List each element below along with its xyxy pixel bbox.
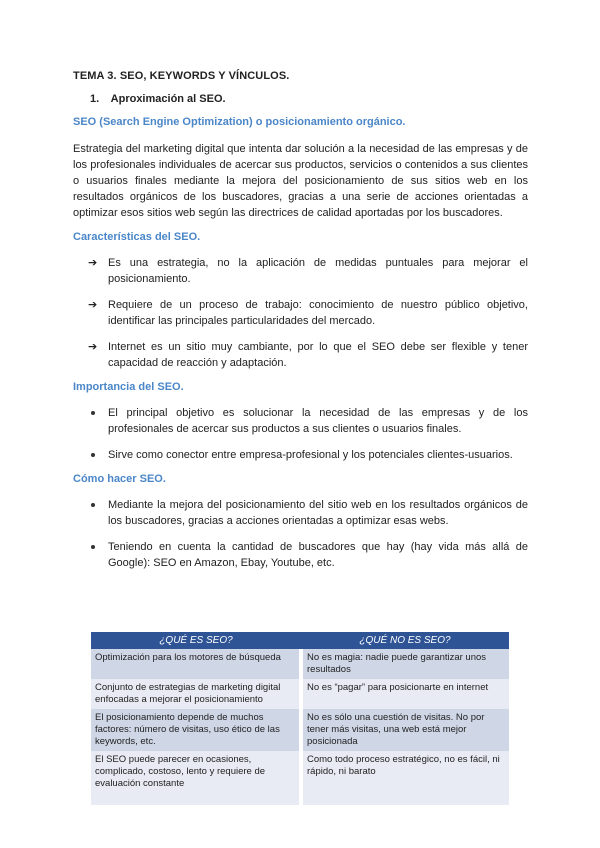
arrow-icon: ➔ — [88, 341, 98, 353]
table-cell: Conjunto de estrategias de marketing digital enfocadas a mejorar el posicionamiento — [91, 679, 301, 709]
bullet-icon — [91, 545, 95, 549]
bullet-icon — [91, 503, 95, 507]
table-cell: Como todo proceso estratégico, no es fácil, ni rápido, ni barato — [301, 751, 509, 793]
list-item: ➔ Es una estrategia, no la aplicación de medidas puntuales para mejorar el posicionamiento. — [88, 257, 528, 285]
intro-paragraph: Estrategia del marketing digital que intenta dar solución a la necesidad de las empresas y de los profesionales individuales de acercar sus productos, servicios o contenidos a sus clientes o usuarios finales mediante la mejora del posicionamiento de sus sitios web en los resultados orgánicos de los buscadores, gracias a una serie de acciones orientadas a optimizar esos sitios web según las directrices de calidad aportadas por los buscadores. — [73, 143, 528, 219]
table-cell: Optimización para los motores de búsqueda — [91, 649, 301, 679]
arrow-icon: ➔ — [88, 299, 98, 311]
document-title: TEMA 3. SEO, KEYWORDS Y VÍNCULOS. — [73, 70, 290, 82]
como-heading: Cómo hacer SEO. — [73, 473, 166, 485]
caracteristicas-heading: Características del SEO. — [73, 231, 201, 243]
list-item: Teniendo en cuenta la cantidad de buscadores que hay (hay vida más allá de Google): SEO en Amazon, Ebay, Youtube, etc. — [73, 539, 528, 571]
list-item: ➔ Internet es un sitio muy cambiante, por lo que el SEO debe ser flexible y tener capacidad de reacción y adaptación. — [88, 341, 528, 369]
table-cell: No es sólo una cuestión de visitas. No por tener más visitas, una web está mejor posicionada — [301, 709, 509, 751]
list-item: Sirve como conector entre empresa-profesional y los potenciales clientes-usuarios. — [73, 447, 528, 463]
document-page — [73, 70, 528, 581]
table-header-is-seo: ¿QUÉ ES SEO? — [91, 632, 301, 649]
list-item: El principal objetivo es solucionar la necesidad de las empresas y de los profesionales de acercar sus productos a sus clientes o usuarios finales. — [73, 405, 528, 437]
arrow-icon: ➔ — [88, 257, 98, 269]
importancia-list — [73, 405, 528, 463]
section-label: Aproximación al SEO. — [110, 93, 226, 105]
section-number: 1. — [90, 93, 100, 105]
table-row-empty — [91, 793, 509, 805]
table-row — [91, 679, 509, 709]
como-list — [73, 497, 528, 571]
table-row — [91, 709, 509, 751]
table-cell: No es “pagar” para posicionarte en internet — [301, 679, 509, 709]
table-row — [91, 649, 509, 679]
section-heading — [90, 93, 528, 105]
table-header-is-not-seo: ¿QUÉ NO ES SEO? — [301, 632, 509, 649]
list-item: ➔ Requiere de un proceso de trabajo: conocimiento de nuestro público objetivo, identificar las principales particularidades del mercado. — [88, 299, 528, 327]
importancia-heading: Importancia del SEO. — [73, 381, 184, 393]
seo-heading: SEO (Search Engine Optimization) o posicionamiento orgánico. — [73, 116, 406, 128]
seo-comparison-table — [91, 632, 509, 805]
caracteristicas-list — [73, 255, 528, 371]
bullet-icon — [91, 453, 95, 457]
table-cell: El SEO puede parecer en ocasiones, complicado, costoso, lento y requiere de evaluación constante — [91, 751, 301, 793]
list-item: Mediante la mejora del posicionamiento del sitio web en los resultados orgánicos de los buscadores, gracias a acciones orientadas a optimizar esas webs. — [73, 497, 528, 529]
table-cell: El posicionamiento depende de muchos factores: número de visitas, uso ético de las keywords, etc. — [91, 709, 301, 751]
table-row — [91, 751, 509, 793]
table-cell: No es magia: nadie puede garantizar unos resultados — [301, 649, 509, 679]
bullet-icon — [91, 411, 95, 415]
